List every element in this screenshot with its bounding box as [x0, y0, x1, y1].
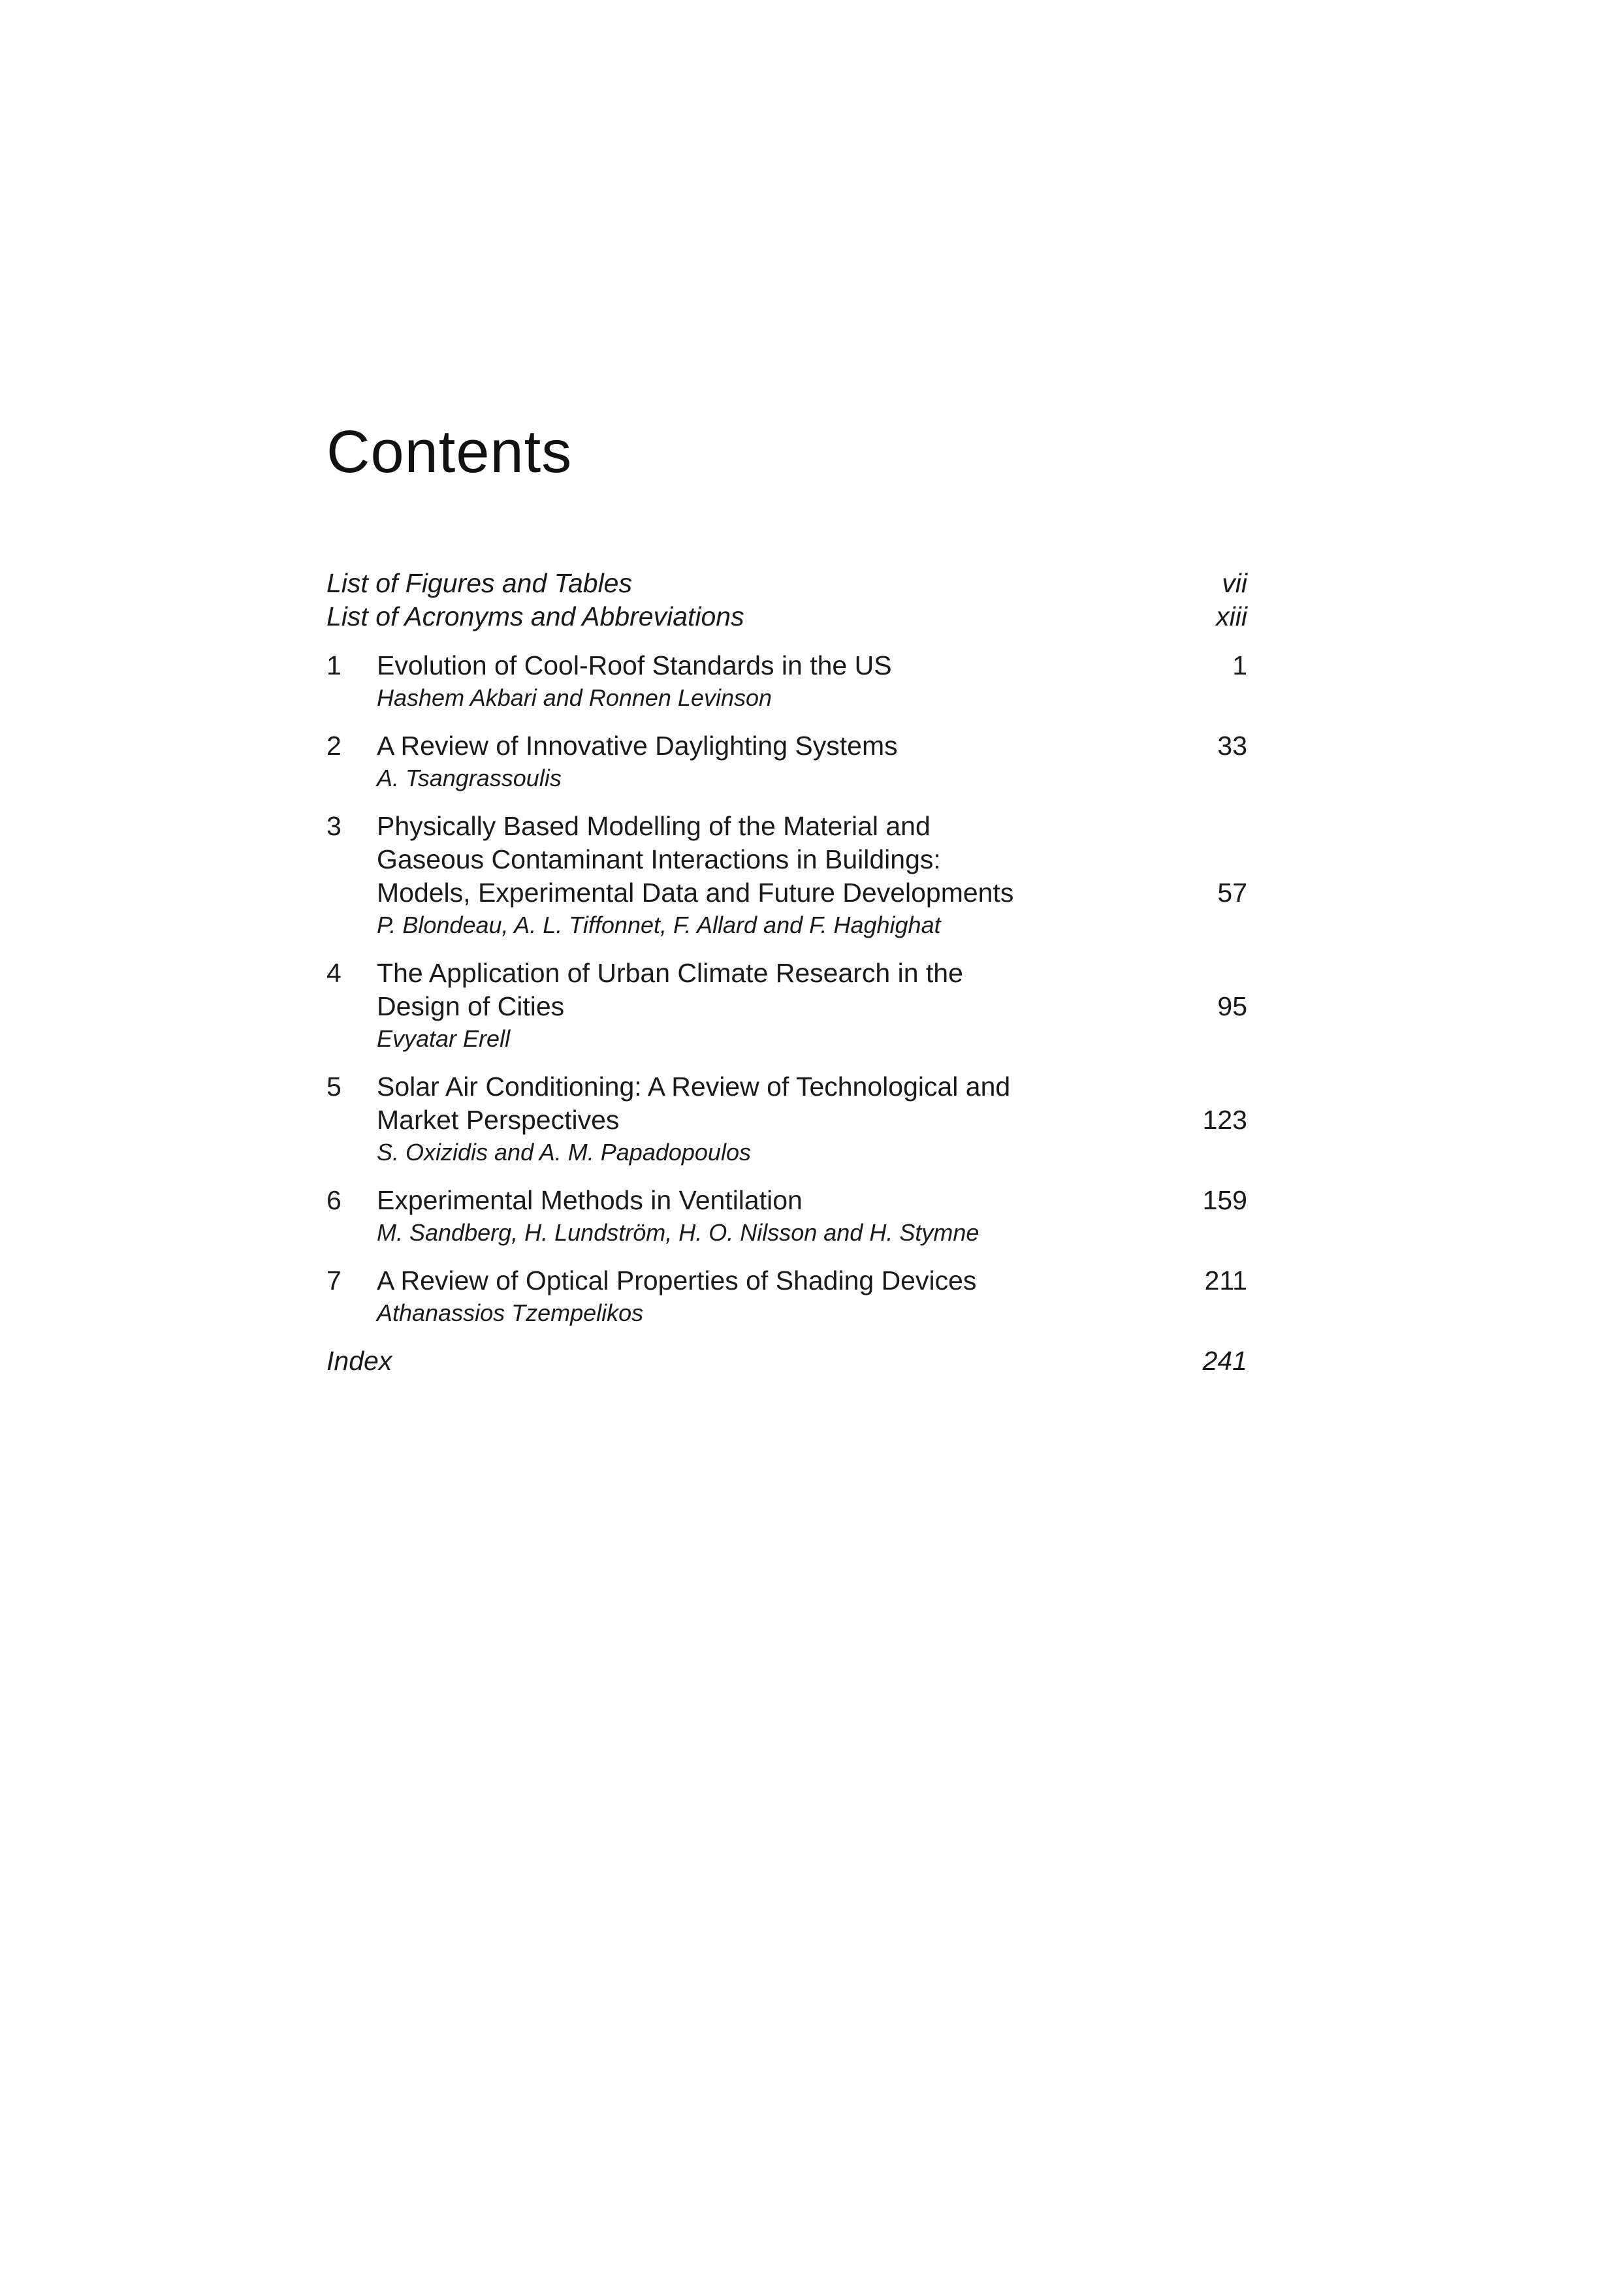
toc-entry-figures-tables[interactable] [326, 567, 1247, 600]
chapter-body [377, 957, 1149, 1055]
toc-entry-page: xiii [1216, 601, 1247, 631]
toc-chapter-5[interactable] [326, 1070, 1247, 1168]
toc-chapter-7[interactable] [326, 1264, 1247, 1329]
toc-entry-title: List of Acronyms and Abbreviations [326, 601, 744, 631]
chapter-title: Experimental Methods in Ventilation [377, 1185, 803, 1215]
toc-entry-page: 241 [1202, 1346, 1247, 1376]
chapter-title: The Application of Urban Climate Research in the Design of Cities [377, 958, 963, 1021]
chapter-body [377, 649, 1149, 714]
toc-chapter-6[interactable] [326, 1184, 1247, 1248]
toc-entry-title: List of Figures and Tables [326, 568, 632, 598]
chapter-number: 7 [326, 1265, 342, 1296]
chapter-title: A Review of Innovative Daylighting Systems [377, 731, 898, 761]
chapter-authors: Hashem Akbari and Ronnen Levinson [377, 684, 772, 711]
chapter-number: 4 [326, 958, 342, 988]
chapter-authors: Evyatar Erell [377, 1025, 511, 1052]
chapter-number: 5 [326, 1072, 342, 1102]
chapter-title: A Review of Optical Properties of Shading Devices [377, 1265, 977, 1296]
chapter-number: 1 [326, 650, 342, 680]
chapter-title: Evolution of Cool-Roof Standards in the US [377, 650, 892, 680]
chapter-body [377, 729, 1149, 794]
toc-chapter-4[interactable] [326, 957, 1247, 1055]
toc-entry-index[interactable] [326, 1344, 1247, 1378]
chapter-authors: M. Sandberg, H. Lundström, H. O. Nilsson and H. Stymne [377, 1219, 979, 1246]
chapter-authors: A. Tsangrassoulis [377, 765, 562, 791]
chapter-page: 33 [1217, 731, 1247, 761]
chapter-number: 3 [326, 811, 342, 841]
chapter-number: 2 [326, 731, 342, 761]
page-title: Contents [326, 419, 573, 485]
toc-entry-page: vii [1222, 568, 1247, 598]
chapter-page: 211 [1204, 1265, 1247, 1296]
toc-chapter-2[interactable] [326, 729, 1247, 794]
chapter-page: 123 [1202, 1105, 1247, 1135]
spacer [326, 633, 1247, 649]
chapter-body [377, 1184, 1149, 1248]
chapter-authors: S. Oxizidis and A. M. Papadopoulos [377, 1139, 751, 1166]
toc-entry-acronyms[interactable] [326, 600, 1247, 633]
chapter-authors: Athanassios Tzempelikos [377, 1299, 644, 1326]
chapter-page: 57 [1217, 878, 1247, 908]
chapter-title: Physically Based Modelling of the Material and Gaseous Contaminant Interactions in Buildings: Models, Experimental Data and Future Developments [377, 811, 1014, 908]
chapter-title: Solar Air Conditioning: A Review of Technological and Market Perspectives [377, 1072, 1011, 1135]
chapter-body [377, 1264, 1149, 1329]
toc-chapter-3[interactable] [326, 810, 1247, 941]
chapter-body [377, 1070, 1149, 1168]
table-of-contents [326, 567, 1247, 1378]
chapter-page: 159 [1202, 1185, 1247, 1215]
chapter-number: 6 [326, 1185, 342, 1215]
toc-entry-title: Index [326, 1346, 392, 1376]
chapter-page: 1 [1232, 650, 1247, 680]
chapter-page: 95 [1217, 991, 1247, 1021]
chapter-authors: P. Blondeau, A. L. Tiffonnet, F. Allard and F. Haghighat [377, 912, 941, 938]
toc-chapter-1[interactable] [326, 649, 1247, 714]
chapter-body [377, 810, 1149, 941]
